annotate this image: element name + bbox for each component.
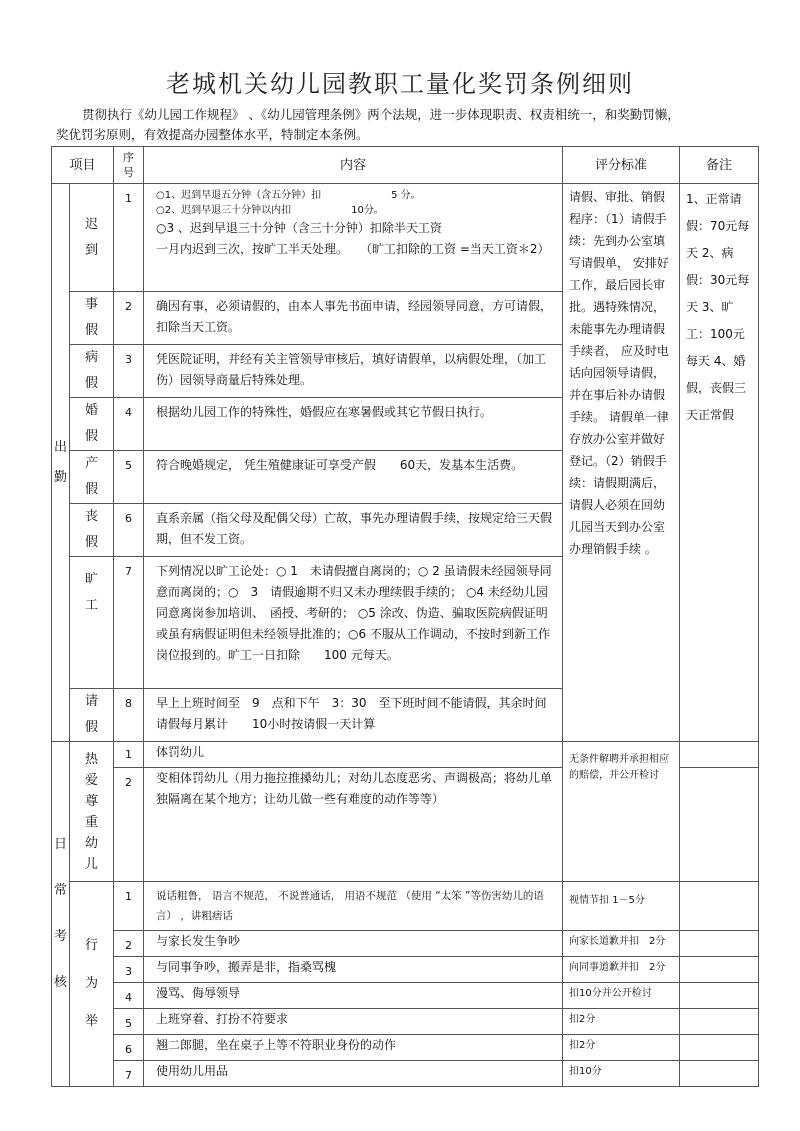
row-content: ○1、迟到早退五分钟（含五分钟）扣 5 分。 ○2、迟到早退三十分钟以内扣 10分。 ○3 、迟到早退三十分钟（含三十分钟）扣除半天工资 一月内迟到三次，按旷工半天处理。 （旷工扣除的工资 =当天工资＊2） bbox=[144, 184, 563, 292]
row-content: 说话粗鲁， 语言不规范， 不说普通话， 用语不规范 （使用 “太笨 ”等伤害幼儿的语言） ，讲粗痞话 bbox=[144, 882, 563, 931]
row-content: 符合晚婚规定， 凭生殖健康证可享受产假 60天，发基本生活费。 bbox=[144, 451, 563, 504]
row-number: 1 bbox=[114, 742, 144, 768]
row-number: 1 bbox=[114, 184, 144, 292]
row-number: 6 bbox=[114, 1035, 144, 1061]
row-content: 翘二郎腿，坐在桌子上等不符职业身份的动作 bbox=[144, 1035, 563, 1061]
row-content: 确因有事，必须请假的，由本人事先书面申请，经园领导同意，方可请假，扣除当天工资。 bbox=[144, 292, 563, 345]
attendance-note: 1、正常请假：70元每天 2、病假：30元每天 3、旷工：100元每天 4、婚假，丧假三天正常假 bbox=[680, 184, 759, 742]
row-standard: 扣10分并公开检讨 bbox=[563, 983, 680, 1009]
note-empty bbox=[680, 1061, 759, 1087]
row-content: 使用幼儿用品 bbox=[144, 1061, 563, 1087]
note-empty bbox=[680, 983, 759, 1009]
category-attendance: 出勤 bbox=[52, 184, 70, 742]
sub-item: 请假 bbox=[70, 689, 114, 742]
header-standard: 评分标准 bbox=[563, 147, 680, 184]
row-standard: 向同事道歉并扣 2分 bbox=[563, 957, 680, 983]
row-content: 与同事争吵，搬弄是非，指桑骂槐 bbox=[144, 957, 563, 983]
row-standard: 扣2分 bbox=[563, 1009, 680, 1035]
love-standard: 无条件解聘并承担相应的赔偿，并公开检讨 bbox=[563, 742, 680, 882]
intro-line-1: 贯彻执行《幼儿园工作规程》 、《幼儿园管理条例》两个法规，进一步体现职责、权责相统一，和奖勤罚懒， bbox=[82, 107, 680, 122]
row-standard: 扣10分 bbox=[563, 1061, 680, 1087]
row-standard: 视情节扣 1－5分 bbox=[563, 882, 680, 931]
row-standard: 扣2分 bbox=[563, 1035, 680, 1061]
row-content: 变相体罚幼儿（用力拖拉推搡幼儿；对幼儿态度恶劣、声调极高；将幼儿单独隔离在某个地方；让幼儿做一些有难度的动作等等） bbox=[144, 768, 563, 882]
table-row bbox=[52, 983, 759, 1009]
row-number: 2 bbox=[114, 768, 144, 882]
note-empty bbox=[680, 742, 759, 768]
attendance-standard: 请假、审批、销假程序：（1）请假手续：先到办公室填写请假单， 安排好工作，最后园长审批。遇特殊情况，未能事先办理请假手续者， 应及时电话向园领导请假，并在事后补办请假手续。 请假单一律存放办公室并做好登记。（2）销假手续：请假期满后， 请假人必须在回幼儿园当天到办公室办理销假手续 。 bbox=[563, 184, 680, 742]
row-content: 早上上班时间至 9 点和下午 3：30 至下班时间不能请假，其余时间请假每月累计 10小时按请假一天计算 bbox=[144, 689, 563, 742]
intro-paragraph bbox=[56, 105, 756, 145]
category-daily: 日常考核 bbox=[52, 742, 70, 1087]
table-row bbox=[52, 882, 759, 931]
row-content: 下列情况以旷工论处：○ 1 未请假擅自离岗的；○ 2 虽请假未经园领导同意而离岗的；○ 3 请假逾期不归又未办理续假手续的； ○4 未经幼儿园同意离岗参加培训、 函授、考研的； ○5 涂改、伪造、骗取医院病假证明或虽有病假证明但未经领导批准的；○6 不服从工作调动，不按时到新工作岗位报到的。旷工一日扣除 100 元每天。 bbox=[144, 557, 563, 689]
table-row bbox=[52, 184, 759, 292]
row-content: 直系亲属（指父母及配偶父母）亡故，事先办理请假手续，按规定给三天假期，但不发工资。 bbox=[144, 504, 563, 557]
row-number: 2 bbox=[114, 931, 144, 957]
note-empty bbox=[680, 882, 759, 931]
sub-item: 事假 bbox=[70, 292, 114, 345]
row-number: 4 bbox=[114, 983, 144, 1009]
sub-item: 产假 bbox=[70, 451, 114, 504]
header-category: 项目 bbox=[52, 147, 114, 184]
table-row bbox=[52, 931, 759, 957]
note-empty bbox=[680, 931, 759, 957]
table-row bbox=[52, 1035, 759, 1061]
row-content: 根据幼儿园工作的特殊性，婚假应在寒暑假或其它节假日执行。 bbox=[144, 398, 563, 451]
row-content: 凭医院证明，并经有关主管领导审核后，填好请假单，以病假处理，（加工伤）园领导商量后特殊处理。 bbox=[144, 345, 563, 398]
sub-item: 行为举 bbox=[70, 882, 114, 1087]
rules-table bbox=[51, 146, 759, 1087]
table-row bbox=[52, 1009, 759, 1035]
row-number: 1 bbox=[114, 882, 144, 931]
sub-item: 旷工 bbox=[70, 557, 114, 689]
row-number: 7 bbox=[114, 1061, 144, 1087]
note-empty bbox=[680, 1035, 759, 1061]
note-empty bbox=[680, 1009, 759, 1035]
header-seq: 序号 bbox=[114, 147, 144, 184]
row-number: 8 bbox=[114, 689, 144, 742]
sub-item: 婚假 bbox=[70, 398, 114, 451]
row-content: 与家长发生争吵 bbox=[144, 931, 563, 957]
sub-item: 热爱尊重幼儿 bbox=[70, 742, 114, 882]
table-row bbox=[52, 742, 759, 768]
page-title: 老城机关幼儿园教职工量化奖罚条例细则 bbox=[166, 70, 634, 98]
row-number: 5 bbox=[114, 451, 144, 504]
note-empty bbox=[680, 957, 759, 983]
row-content: 体罚幼儿 bbox=[144, 742, 563, 768]
row-number: 3 bbox=[114, 957, 144, 983]
row-content: 上班穿着、打扮不符要求 bbox=[144, 1009, 563, 1035]
table-header-row bbox=[52, 147, 759, 184]
table-row bbox=[52, 957, 759, 983]
row-number: 4 bbox=[114, 398, 144, 451]
row-number: 3 bbox=[114, 345, 144, 398]
header-content: 内容 bbox=[144, 147, 563, 184]
row-standard: 向家长道歉并扣 2分 bbox=[563, 931, 680, 957]
intro-line-2: 奖优罚劣原则，有效提高办园整体水平，特制定本条例。 bbox=[56, 127, 369, 142]
row-number: 7 bbox=[114, 557, 144, 689]
row-content: 漫骂、侮辱领导 bbox=[144, 983, 563, 1009]
row-number: 2 bbox=[114, 292, 144, 345]
row-number: 6 bbox=[114, 504, 144, 557]
sub-item: 丧假 bbox=[70, 504, 114, 557]
header-note: 备注 bbox=[680, 147, 759, 184]
table-row bbox=[52, 1061, 759, 1087]
sub-item: 迟到 bbox=[70, 184, 114, 292]
row-number: 5 bbox=[114, 1009, 144, 1035]
note-empty bbox=[680, 768, 759, 882]
sub-item: 病假 bbox=[70, 345, 114, 398]
